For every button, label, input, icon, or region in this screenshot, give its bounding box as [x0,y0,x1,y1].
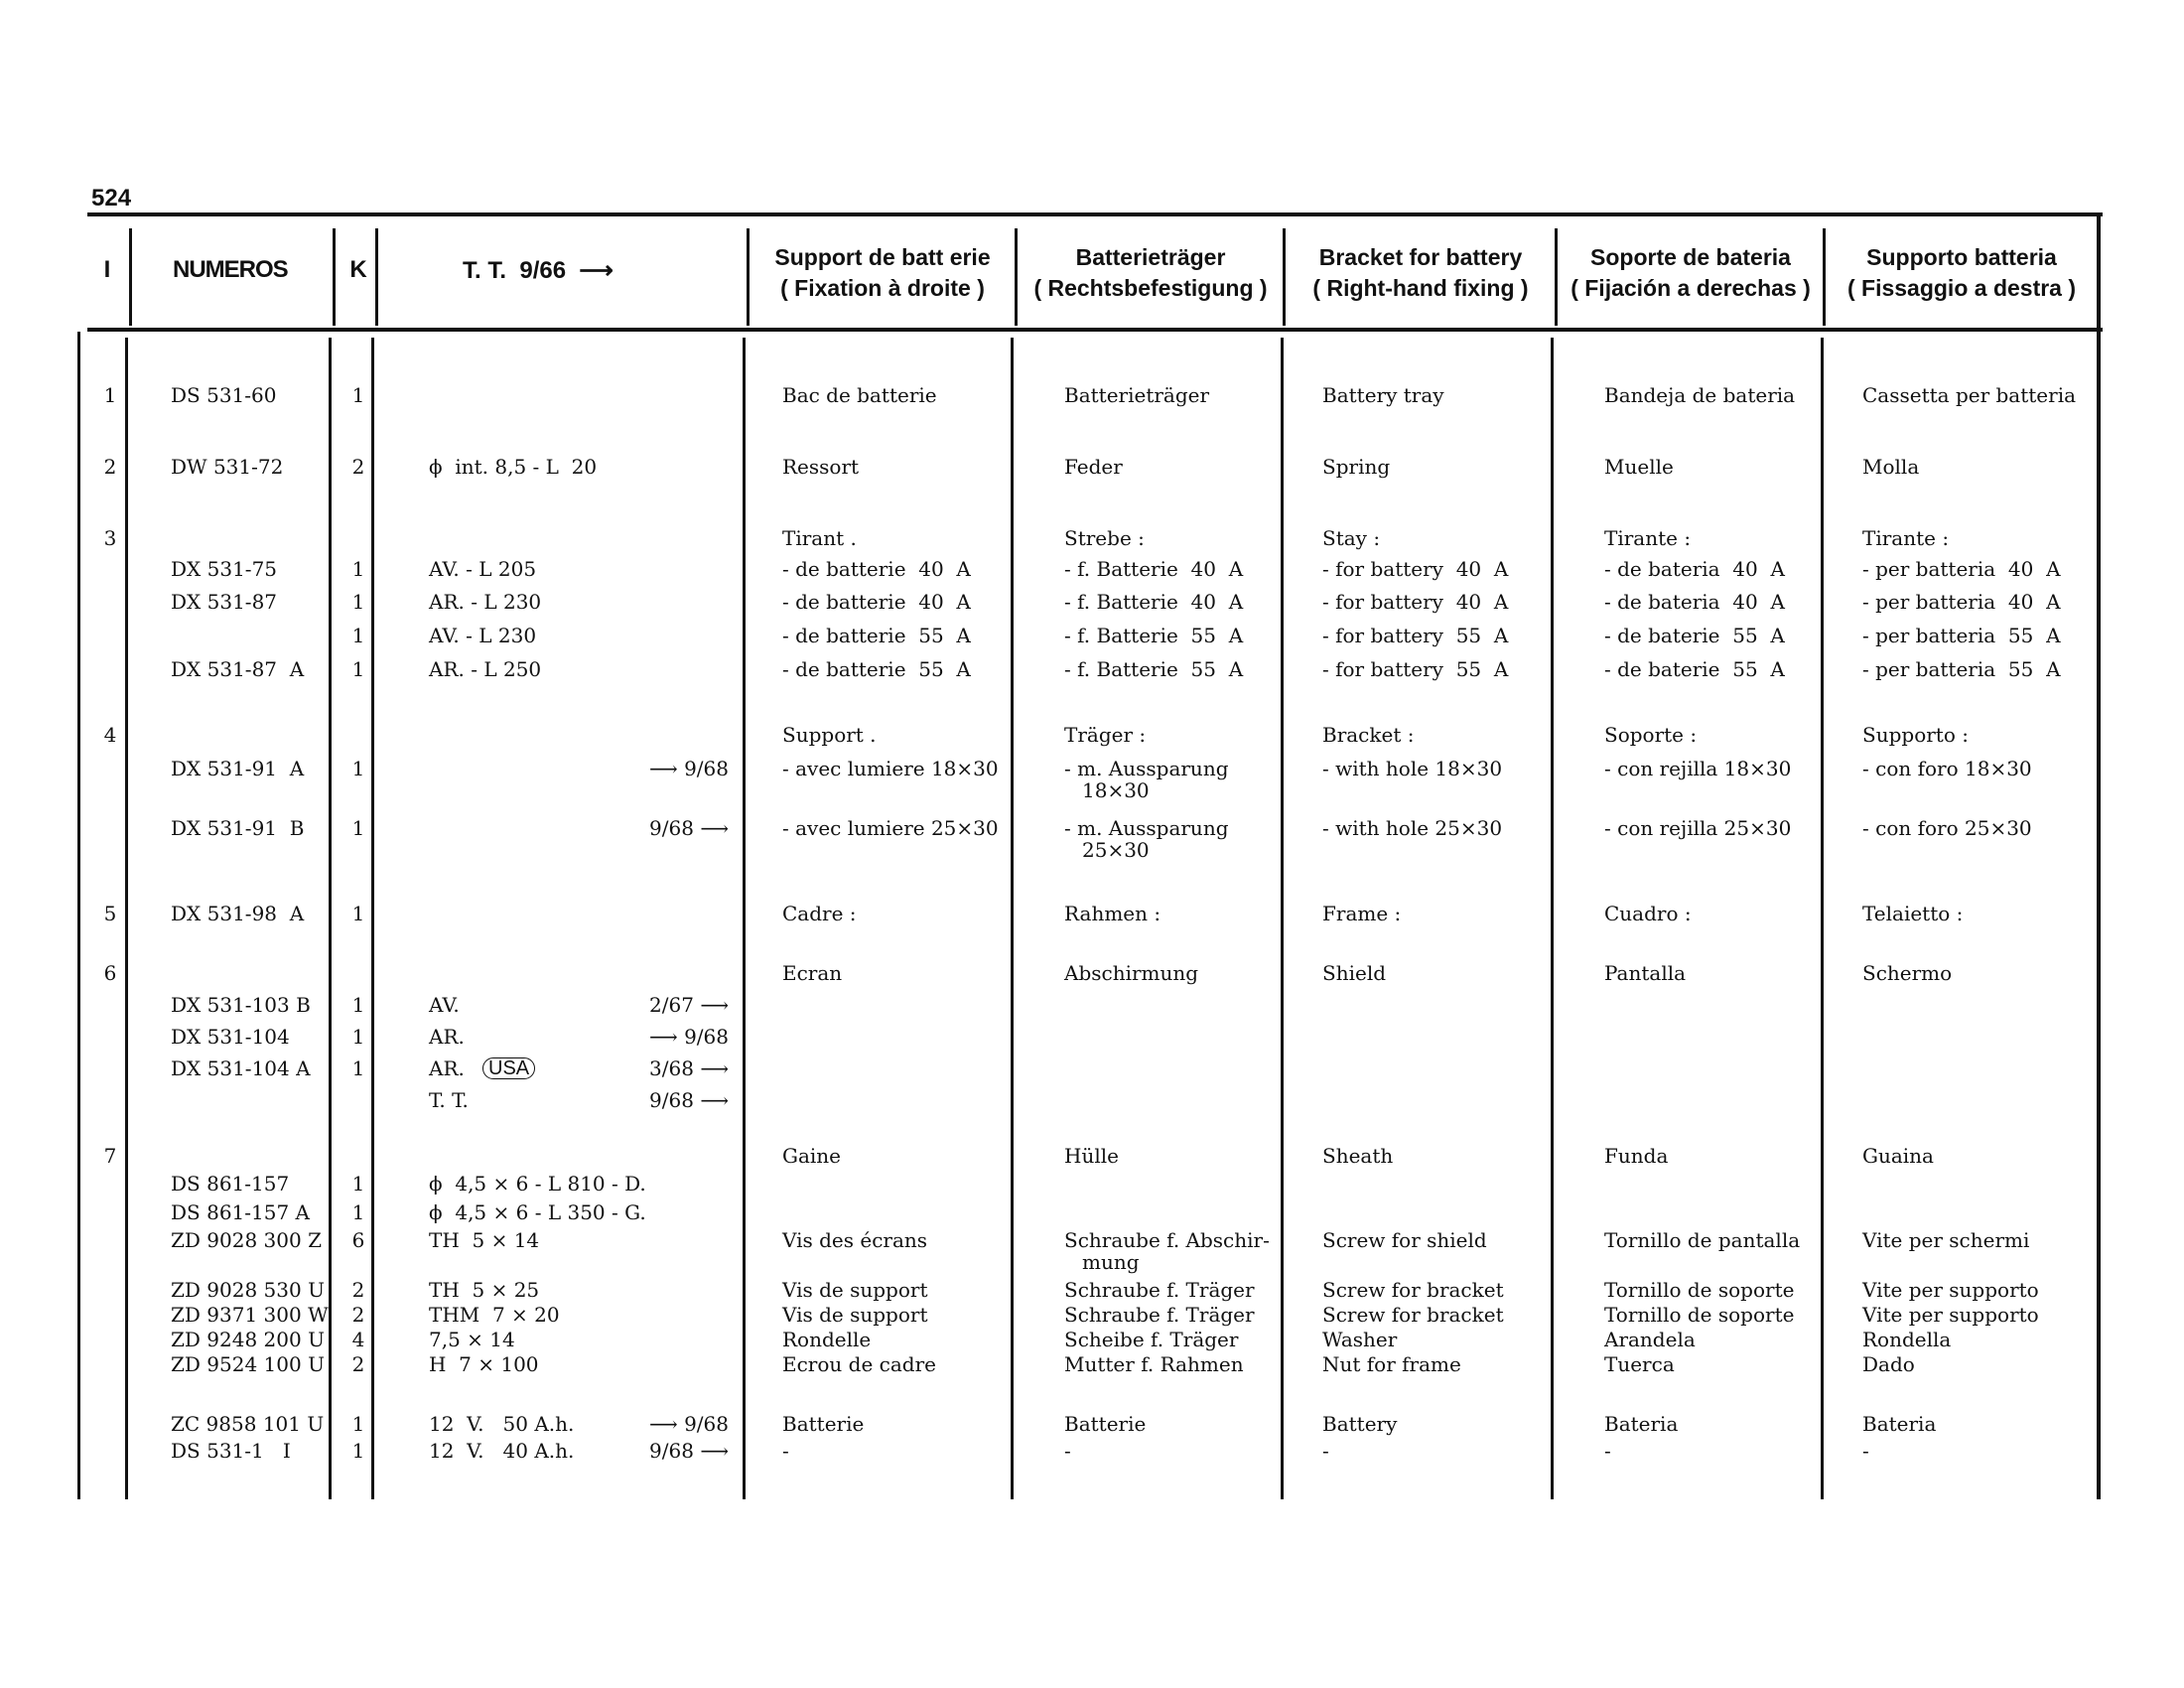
spanish-text: - de bateria 40 A [1604,590,1785,614]
french-text: Bac de batterie [782,383,937,407]
part-number: ZC 9858 101 U [171,1412,325,1436]
part-number: DX 531-104 A [171,1056,311,1080]
spanish-text: Tornillo de pantalla [1604,1228,1801,1252]
row-index: 7 [103,1144,117,1168]
spanish-text: Soporte : [1604,723,1698,747]
french-text: - de batterie 55 A [782,657,971,681]
row-index: 1 [103,383,117,407]
french-text: - avec lumiere 25×30 [782,816,999,840]
french-text: Support . [782,723,877,747]
validity: 9/68 ⟶ [649,1439,729,1463]
body-divider [1011,338,1014,1499]
part-number: DW 531-72 [171,455,284,479]
italian-text: Guaina [1862,1144,1934,1168]
german-text: Scheibe f. Träger [1064,1328,1239,1351]
quantity: 1 [351,657,365,681]
german-text: Schraube f. Abschir- [1064,1228,1270,1252]
italian-text: Vite per supporto [1862,1278,2039,1302]
spanish-text: - de baterie 55 A [1604,624,1785,647]
spec: TH 5 × 25 [429,1278,540,1302]
spec: AR. [429,1025,465,1049]
validity: 9/68 ⟶ [649,816,729,840]
english-text: - for battery 55 A [1322,624,1509,647]
quantity: 1 [351,1200,365,1224]
header-bottom-rule [87,328,2103,332]
header-divider [129,228,132,326]
body-divider [371,338,374,1499]
spec: TH 5 × 14 [429,1228,540,1252]
german-text: Schraube f. Träger [1064,1303,1255,1327]
italian-text: - con foro 25×30 [1862,816,2032,840]
validity: ⟶ 9/68 [649,1412,729,1436]
english-text: Battery tray [1322,383,1444,407]
spec: T. T. [429,1088,469,1112]
spanish-text: - de bateria 40 A [1604,557,1785,581]
validity: 3/68 ⟶ [649,1056,729,1080]
english-text: - [1322,1439,1329,1463]
part-number: ZD 9028 530 U [171,1278,325,1302]
english-text: - with hole 25×30 [1322,816,1503,840]
header-french: Support de batt erie ( Fixation à droite ) [774,244,991,301]
quantity: 1 [351,993,365,1017]
german-text: Abschirmung [1064,961,1199,985]
german-text: Rahmen : [1064,902,1161,925]
validity: ⟶ 9/68 [649,1025,729,1049]
spanish-text: Bateria [1604,1412,1679,1436]
german-text-continued: 25×30 [1082,838,1150,862]
part-number: DS 861-157 [171,1172,290,1196]
header-divider [1283,228,1286,326]
quantity: 1 [351,383,365,407]
validity: 9/68 ⟶ [649,1088,729,1112]
spec: AR. - L 250 [429,657,542,681]
body-divider [77,332,80,1499]
spec: AR. [429,1056,465,1080]
header-tt: T. T. 9/66 ⟶ [463,257,614,284]
quantity: 1 [351,1025,365,1049]
italian-text: Cassetta per batteria [1862,383,2077,407]
french-text: Tirant . [782,526,857,550]
part-number: DX 531-98 A [171,902,305,925]
header-german: Batterieträger ( Rechtsbefestigung ) [1033,244,1268,301]
spanish-text: - con rejilla 18×30 [1604,757,1792,780]
part-number: DS 531-1 I [171,1439,291,1463]
spanish-text: Tuerca [1604,1352,1675,1376]
italian-text: Vite per schermi [1862,1228,2030,1252]
spanish-text: Pantalla [1604,961,1687,985]
part-number: DX 531-103 B [171,993,311,1017]
part-number: ZD 9371 300 W [171,1303,329,1327]
english-text: - for battery 55 A [1322,657,1509,681]
part-number: DX 531-75 [171,557,278,581]
validity: ⟶ 9/68 [649,757,729,780]
italian-text: Dado [1862,1352,1915,1376]
german-text: - f. Batterie 40 A [1064,557,1244,581]
english-text: Washer [1322,1328,1398,1351]
quantity: 2 [351,1352,365,1376]
english-text: Stay : [1322,526,1381,550]
italian-text: Telaietto : [1862,902,1964,925]
row-index: 5 [103,902,117,925]
italian-text: Rondella [1862,1328,1952,1351]
body-divider [743,338,746,1499]
quantity: 2 [351,1278,365,1302]
spanish-text: Tirante : [1604,526,1692,550]
spec: ϕ 4,5 × 6 - L 350 - G. [429,1200,646,1224]
english-text: Frame : [1322,902,1402,925]
italian-text: - per batteria 40 A [1862,557,2061,581]
french-text: - de batterie 40 A [782,557,971,581]
spanish-text: Tornillo de soporte [1604,1303,1795,1327]
header-english: Bracket for battery ( Right-hand fixing ) [1312,244,1529,301]
spec: H 7 × 100 [429,1352,539,1376]
german-text-continued: 18×30 [1082,778,1150,802]
part-number: DS 531-60 [171,383,277,407]
english-text: Nut for frame [1322,1352,1461,1376]
part-number: ZD 9248 200 U [171,1328,325,1351]
header-divider [747,228,750,326]
validity: 2/67 ⟶ [649,993,729,1017]
body-divider [1281,338,1284,1499]
english-text: Screw for shield [1322,1228,1487,1252]
table-top-rule [87,212,2103,216]
header-divider [1823,228,1826,326]
french-text: Gaine [782,1144,842,1168]
italian-text: - con foro 18×30 [1862,757,2032,780]
header-divider [375,228,378,326]
german-text: - f. Batterie 55 A [1064,657,1244,681]
french-text: Vis des écrans [782,1228,928,1252]
italian-text: Vite per supporto [1862,1303,2039,1327]
french-text: Ecrou de cadre [782,1352,936,1376]
spanish-text: - de baterie 55 A [1604,657,1785,681]
spec: AV. - L 205 [429,557,537,581]
german-text: Batterie [1064,1412,1147,1436]
quantity: 2 [351,1303,365,1327]
page-number: 524 [91,185,132,211]
german-text: - m. Aussparung [1064,757,1229,780]
french-text: Cadre : [782,902,857,925]
italian-text: - per batteria 40 A [1862,590,2061,614]
spec: ϕ int. 8,5 - L 20 [429,455,598,479]
german-text: Träger : [1064,723,1147,747]
body-divider [329,338,332,1499]
spanish-text: Bandeja de bateria [1604,383,1796,407]
quantity: 6 [351,1228,365,1252]
part-number: DX 531-91 A [171,757,305,780]
body-divider [1551,338,1554,1499]
part-number: DS 861-157 A [171,1200,310,1224]
quantity: 1 [351,1056,365,1080]
french-text: Vis de support [782,1303,928,1327]
body-divider [1821,338,1824,1499]
french-text: Ecran [782,961,843,985]
english-text: Screw for bracket [1322,1303,1504,1327]
row-index: 3 [103,526,117,550]
quantity: 1 [351,624,365,647]
quantity: 1 [351,590,365,614]
spanish-text: Muelle [1604,455,1674,479]
spanish-text: - [1604,1439,1611,1463]
spec: AR. - L 230 [429,590,542,614]
header-italian: Supporto batteria ( Fissaggio a destra ) [1846,244,2077,301]
part-number: DX 531-104 [171,1025,290,1049]
english-text: - for battery 40 A [1322,557,1509,581]
french-text: - avec lumiere 18×30 [782,757,999,780]
german-text: Mutter f. Rahmen [1064,1352,1244,1376]
english-text: - with hole 18×30 [1322,757,1503,780]
header-spanish: Soporte de bateria ( Fijación a derechas ) [1570,244,1811,301]
part-number: DX 531-87 A [171,657,305,681]
german-text: - m. Aussparung [1064,816,1229,840]
table-right-border [2097,212,2101,1499]
italian-text: - per batteria 55 A [1862,657,2061,681]
spec: ϕ 4,5 × 6 - L 810 - D. [429,1172,646,1196]
header-k: K [349,256,367,283]
italian-text: Bateria [1862,1412,1937,1436]
italian-text: Molla [1862,455,1920,479]
usa-badge: USA [482,1057,535,1079]
french-text: Ressort [782,455,860,479]
italian-text: - [1862,1439,1869,1463]
part-number: DX 531-87 [171,590,278,614]
quantity: 1 [351,757,365,780]
spanish-text: Funda [1604,1144,1669,1168]
header-divider [1555,228,1558,326]
french-text: - [782,1439,789,1463]
english-text: Shield [1322,961,1387,985]
quantity: 2 [351,455,365,479]
english-text: Sheath [1322,1144,1394,1168]
german-text: Batterieträger [1064,383,1210,407]
header-divider [1015,228,1018,326]
header-divider [333,228,336,326]
german-text: - f. Batterie 55 A [1064,624,1244,647]
quantity: 4 [351,1328,365,1351]
italian-text: - per batteria 55 A [1862,624,2061,647]
german-text: Hülle [1064,1144,1119,1168]
spanish-text: Arandela [1604,1328,1696,1351]
french-text: - de batterie 40 A [782,590,971,614]
spec: THM 7 × 20 [429,1303,560,1327]
part-number: ZD 9524 100 U [171,1352,325,1376]
english-text: Screw for bracket [1322,1278,1504,1302]
part-number: ZD 9028 300 Z [171,1228,322,1252]
quantity: 1 [351,1172,365,1196]
spec: AV. - L 230 [429,624,537,647]
part-number: DX 531-91 B [171,816,305,840]
body-divider [125,338,128,1499]
spanish-text: Cuadro : [1604,902,1692,925]
row-index: 2 [103,455,117,479]
spec: AV. [429,993,460,1017]
quantity: 1 [351,1412,365,1436]
french-text: - de batterie 55 A [782,624,971,647]
spec: 12 V. 50 A.h. [429,1412,575,1436]
english-text: - for battery 40 A [1322,590,1509,614]
english-text: Battery [1322,1412,1398,1436]
quantity: 1 [351,557,365,581]
german-text: - f. Batterie 40 A [1064,590,1244,614]
german-text: Strebe : [1064,526,1145,550]
quantity: 1 [351,1439,365,1463]
spec: 12 V. 40 A.h. [429,1439,575,1463]
german-text-continued: mung [1082,1250,1140,1274]
italian-text: Schermo [1862,961,1953,985]
italian-text: Supporto : [1862,723,1969,747]
english-text: Spring [1322,455,1391,479]
spanish-text: Tornillo de soporte [1604,1278,1795,1302]
quantity: 1 [351,902,365,925]
german-text: Feder [1064,455,1123,479]
french-text: Vis de support [782,1278,928,1302]
quantity: 1 [351,816,365,840]
header-numbers: NUMEROS [173,256,288,283]
french-text: Batterie [782,1412,865,1436]
row-index: 6 [103,961,117,985]
italian-text: Tirante : [1862,526,1950,550]
spanish-text: - con rejilla 25×30 [1604,816,1792,840]
german-text: - [1064,1439,1071,1463]
spec: 7,5 × 14 [429,1328,515,1351]
french-text: Rondelle [782,1328,872,1351]
row-index: 4 [103,723,117,747]
header-index: I [103,256,111,283]
german-text: Schraube f. Träger [1064,1278,1255,1302]
english-text: Bracket : [1322,723,1415,747]
